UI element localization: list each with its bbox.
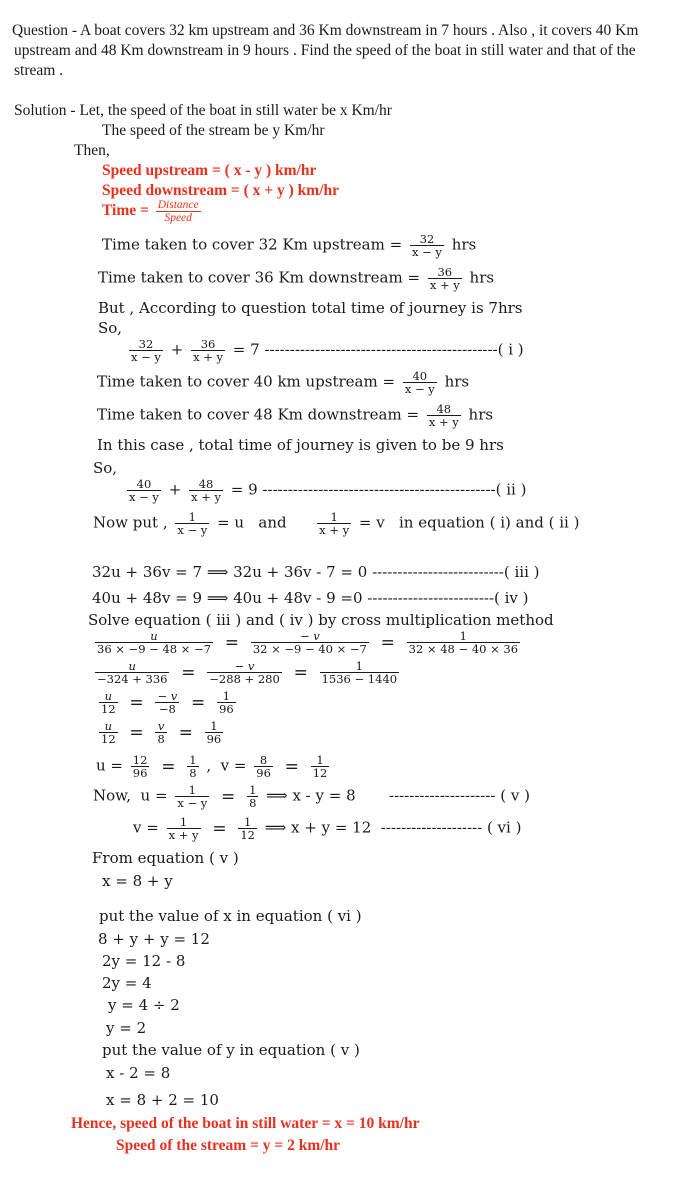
time-fraction — [156, 199, 201, 224]
now-put-text: Now put , — [93, 513, 168, 532]
cm4-n2: v — [155, 720, 166, 733]
now-put-line — [93, 511, 579, 536]
step-4: y = 4 ÷ 2 — [108, 996, 180, 1014]
v-result-den: 12 — [312, 766, 328, 780]
sub-u-den: x − y — [177, 523, 208, 537]
cm2-frac-1 — [95, 660, 169, 685]
equation-v-derivation — [93, 784, 530, 809]
step-5: y = 2 — [106, 1019, 147, 1037]
put-x-line: put the value of x in equation ( vi ) — [99, 907, 362, 925]
now-v-rest: ⟹ x + y = 12 -------------------- ( vi ) — [264, 818, 522, 837]
equals-sign: = — [191, 692, 206, 713]
time-40-fraction — [403, 370, 437, 395]
cm1-n2: − v — [251, 630, 369, 643]
cm2-n2: − v — [207, 660, 281, 673]
cm2-n3: 1 — [320, 660, 399, 673]
cm4-frac-2 — [155, 720, 166, 745]
so-line-1: So, — [98, 319, 123, 337]
cross-mult-row-1 — [92, 630, 523, 655]
cm4-d1: 12 — [101, 732, 116, 746]
cm3-n1: u — [99, 690, 118, 703]
u-result-num: 1 — [189, 753, 197, 767]
time-36-line — [98, 266, 494, 291]
eq1-a-num: 32 — [129, 338, 163, 351]
eq2-b-den: x + y — [191, 490, 222, 504]
eq2-a-num: 40 — [127, 478, 161, 491]
time-fraction-den: Speed — [164, 212, 192, 224]
answer-boat-speed: Hence, speed of the boat in still water = x = 10 km/hr — [71, 1115, 420, 1132]
cm3-frac-1 — [99, 690, 118, 715]
cm3-n2: − v — [157, 689, 178, 703]
cm1-n1: u — [95, 630, 213, 643]
equals-sign: = — [212, 818, 227, 839]
solution-intro: Solution - Let, the speed of the boat in still water be x Km/hr — [14, 102, 392, 119]
cm3-frac-2 — [155, 690, 179, 715]
cross-mult-row-4 — [96, 720, 226, 745]
total-7-line: But , According to question total time of journey is 7hrs — [98, 299, 523, 317]
now-u-result-den: 8 — [249, 796, 257, 810]
now-v-frac — [167, 816, 201, 841]
time-label: Time = — [102, 202, 149, 220]
u-result-den: 8 — [189, 766, 197, 780]
equals-sign: = — [161, 756, 176, 777]
hrs-label: hrs — [451, 235, 477, 254]
total-9-line: In this case , total time of journey is given to be 9 hrs — [97, 436, 504, 454]
u-label: u = — [96, 756, 123, 775]
step-1: 8 + y + y = 12 — [98, 930, 210, 948]
equation-iii: 32u + 36v = 7 ⟹ 32u + 36v - 7 = 0 --------------------------( iii ) — [92, 563, 540, 581]
eq1-frac-a — [129, 338, 163, 363]
equation-i — [126, 338, 524, 363]
time-32-text: Time taken to cover 32 Km upstream = — [102, 235, 403, 254]
u-num: 12 — [132, 753, 148, 767]
v-frac — [254, 754, 273, 779]
cm1-frac-2 — [251, 630, 369, 655]
time-formula — [102, 199, 204, 224]
equation-iv: 40u + 48v = 9 ⟹ 40u + 48v - 9 =0 -------------------------( iv ) — [92, 589, 529, 607]
v-den: 96 — [256, 766, 271, 780]
sub-u-fraction — [175, 511, 209, 536]
u-result-frac — [187, 754, 198, 779]
now-v-result-den: 12 — [240, 828, 255, 842]
cm4-frac-3 — [205, 720, 224, 745]
u-frac — [131, 754, 150, 779]
cm2-d3: 1536 − 1440 — [321, 672, 398, 686]
time-48-text: Time taken to cover 48 Km downstream = — [97, 405, 420, 424]
t48-num: 48 — [427, 403, 461, 416]
v-result-frac — [311, 754, 330, 779]
step-3: 2y = 4 — [102, 974, 152, 992]
step-2: 2y = 12 - 8 — [102, 952, 186, 970]
cm1-n3: 1 — [407, 630, 520, 643]
time-48-fraction — [427, 403, 461, 428]
cm2-d1: −324 + 336 — [97, 672, 168, 686]
equals-sign: = — [284, 756, 299, 777]
eq2-rest: = 9 ----------------------------------------------( ii ) — [230, 480, 527, 499]
step-7: x = 8 + 2 = 10 — [106, 1091, 219, 1109]
sub-v-text: = v in equation ( i) and ( ii ) — [358, 513, 580, 532]
cm1-frac-3 — [407, 630, 520, 655]
time-32-line — [102, 233, 476, 258]
sub-u-num: 1 — [175, 511, 209, 524]
equation-vi-derivation — [133, 816, 521, 841]
u-den: 96 — [132, 766, 148, 780]
eq2-a-den: x − y — [129, 490, 159, 504]
hrs-label: hrs — [468, 405, 494, 424]
sub-v-den: x + y — [319, 523, 350, 537]
plus-sign: + — [168, 480, 182, 499]
cm2-frac-2 — [207, 660, 281, 685]
eq1-b-num: 36 — [191, 338, 225, 351]
eq1-frac-b — [191, 338, 225, 363]
v-label: , v = — [206, 756, 247, 775]
cm3-frac-3 — [217, 690, 236, 715]
t40-den: x − y — [404, 382, 435, 396]
sub-u-text: = u and — [217, 513, 287, 532]
eq1-a-den: x − y — [131, 350, 161, 364]
cm1-d1: 36 × −9 − 48 × −7 — [97, 642, 212, 656]
cm1-frac-1 — [95, 630, 213, 655]
now-v-label: v = — [133, 818, 159, 837]
plus-sign: + — [170, 340, 184, 359]
equals-sign: = — [380, 632, 395, 653]
time-32-fraction — [410, 233, 444, 258]
time-48-line — [97, 403, 493, 428]
now-u-result-num: 1 — [249, 783, 257, 797]
time-36-text: Time taken to cover 36 Km downstream = — [98, 268, 421, 287]
sub-v-num: 1 — [317, 511, 351, 524]
question-line-3: stream . — [14, 62, 64, 79]
now-u-num: 1 — [175, 784, 209, 797]
now-v-result — [238, 816, 257, 841]
now-u-label: Now, u = — [93, 786, 168, 805]
eq2-frac-b — [189, 478, 223, 503]
cm4-d3: 96 — [206, 732, 222, 746]
x-equation: x = 8 + y — [102, 872, 173, 890]
then-line: Then, — [74, 142, 110, 159]
cm2-n1: u — [95, 660, 169, 673]
eq1-b-den: x + y — [193, 350, 224, 364]
equals-sign: = — [293, 662, 308, 683]
cm4-frac-1 — [99, 720, 118, 745]
hrs-label: hrs — [444, 372, 470, 391]
now-u-rest: ⟹ x - y = 8 --------------------- ( v ) — [266, 786, 530, 805]
now-u-result — [247, 784, 258, 809]
question-line-2: upstream and 48 Km downstream in 9 hours . Find the speed of the boat in still water and that of the — [14, 42, 636, 59]
time-40-text: Time taken to cover 40 km upstream = — [97, 372, 396, 391]
v-result-num: 1 — [311, 754, 330, 767]
t48-den: x + y — [428, 415, 459, 429]
equals-sign: = — [129, 722, 144, 743]
cm2-frac-3 — [320, 660, 399, 685]
put-y-line: put the value of y in equation ( v ) — [102, 1041, 360, 1059]
eq2-b-num: 48 — [189, 478, 223, 491]
cross-mult-row-2 — [92, 660, 402, 685]
u-v-values — [96, 754, 332, 779]
t32-den: x − y — [411, 245, 442, 259]
cm3-d3: 96 — [219, 702, 234, 716]
t32-num: 32 — [410, 233, 444, 246]
speed-upstream-formula: Speed upstream = ( x - y ) km/hr — [102, 162, 317, 179]
cm3-d1: 12 — [101, 702, 116, 716]
cm4-n1: u — [99, 720, 118, 733]
cm2-d2: −288 + 280 — [209, 672, 280, 686]
cm4-d2: 8 — [157, 732, 165, 746]
equals-sign: = — [129, 692, 144, 713]
eq1-rest: = 7 ----------------------------------------------( i ) — [232, 340, 524, 359]
equals-sign: = — [221, 786, 236, 807]
t36-num: 36 — [428, 266, 462, 279]
eq2-frac-a — [127, 478, 161, 503]
equals-sign: = — [181, 662, 196, 683]
t40-num: 40 — [403, 370, 437, 383]
cross-mult-row-3 — [96, 690, 239, 715]
now-v-num: 1 — [167, 816, 201, 829]
question-line-1: Question - A boat covers 32 km upstream and 36 Km downstream in 7 hours . Also , it covers 40 Km — [12, 22, 639, 39]
equals-sign: = — [224, 632, 240, 653]
cm1-d2: 32 × −9 − 40 × −7 — [252, 642, 367, 656]
time-fraction-num: Distance — [157, 199, 199, 211]
hrs-label: hrs — [469, 268, 495, 287]
step-6: x - 2 = 8 — [106, 1064, 171, 1082]
now-u-den: x − y — [177, 796, 208, 810]
t36-den: x + y — [429, 278, 460, 292]
cm1-d3: 32 × 48 − 40 × 36 — [408, 642, 519, 656]
now-u-frac — [175, 784, 209, 809]
time-40-line — [97, 370, 469, 395]
so-line-2: So, — [93, 459, 118, 477]
time-36-fraction — [428, 266, 462, 291]
from-equation-line: From equation ( v ) — [92, 849, 239, 867]
solve-line: Solve equation ( iii ) and ( iv ) by cross multiplication method — [88, 611, 554, 629]
sub-v-fraction — [317, 511, 351, 536]
cm3-n3: 1 — [217, 690, 236, 703]
now-v-den: x + y — [168, 828, 199, 842]
cm4-n3: 1 — [205, 720, 224, 733]
speed-downstream-formula: Speed downstream = ( x + y ) km/hr — [102, 182, 339, 199]
equation-ii — [124, 478, 526, 503]
answer-stream-speed: Speed of the stream = y = 2 km/hr — [116, 1137, 341, 1154]
equals-sign: = — [178, 722, 193, 743]
now-v-result-num: 1 — [238, 816, 257, 829]
stream-speed-line: The speed of the stream be y Km/hr — [102, 122, 325, 139]
v-num: 8 — [254, 754, 273, 767]
cm3-d2: −8 — [158, 702, 176, 716]
